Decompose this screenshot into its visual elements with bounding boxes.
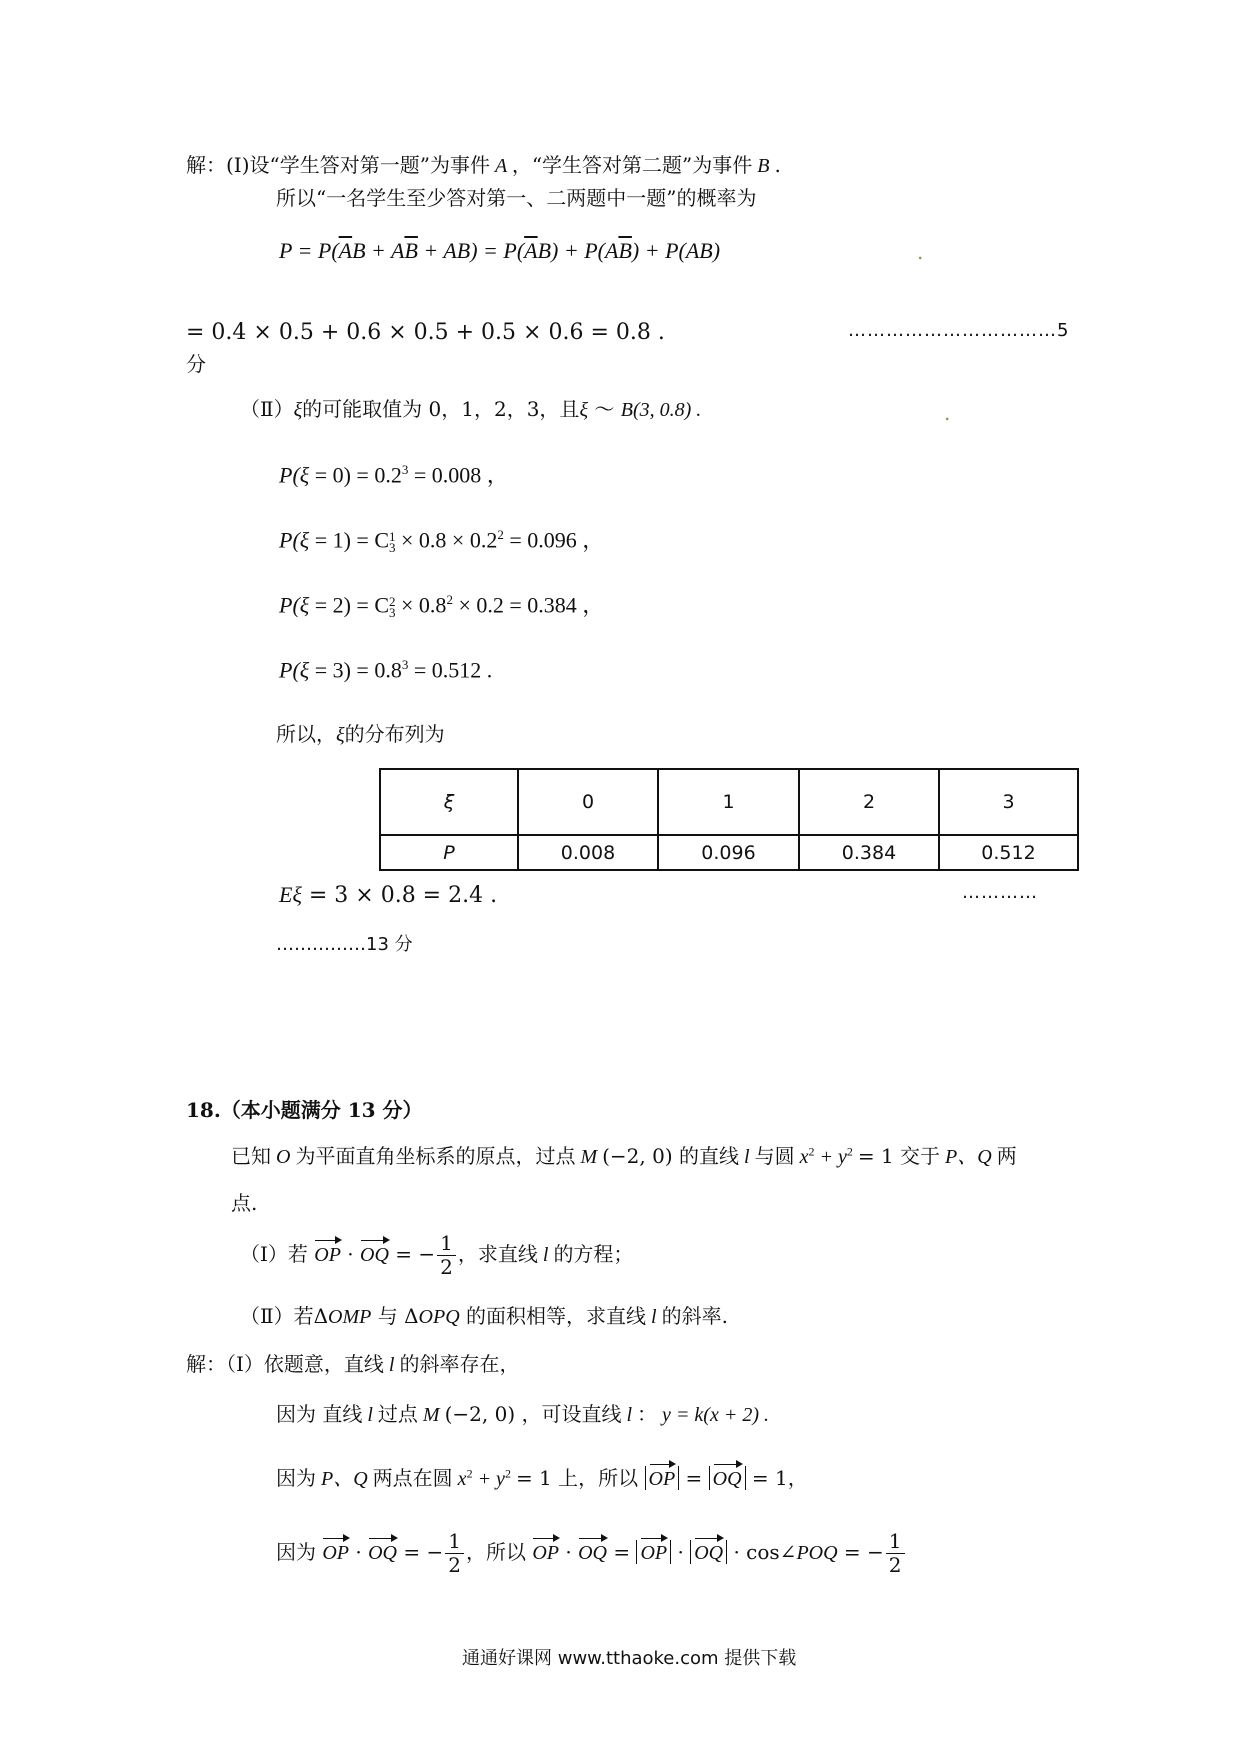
q18-solution-start: 解：（Ⅰ）依题意，直线 l 的斜率存在， [186,1352,520,1376]
dist-intro: 所以，ξ的分布列为 [276,722,445,746]
p-xi-3: $P(\xi = 3) = 0.8^3 = 0.512$ . [279,657,493,683]
p-xi-1: P(ξ = 1) = C 1 3 × $0.8 \times 0.2^2 = 0.096$ ， [279,527,605,556]
stray-mark: . [917,240,924,264]
table-cell: 0 [518,769,658,835]
table-cell: 2 [799,769,939,835]
sol1-line2: 所以“一名学生至少答对第一、二两题中一题”的概率为 [276,186,757,210]
sol1-line1: 解：(Ⅰ)设“学生答对第一题”为事件 A ，“学生答对第二题”为事件 B . [186,153,781,177]
sol1-part2: （Ⅱ）ξ的可能取值为 0，1，2，3，且ξ ～ B(3, 0.8) . [240,397,702,421]
q18-part2: （Ⅱ）若ΔOMP 与 ΔOPQ 的面积相等，求直线 l 的斜率. [240,1304,728,1328]
table-cell: 1 [658,769,799,835]
score-5-unit: 分 [186,352,206,376]
score-dots: ………… [962,882,1038,903]
q18-sol-line1: 因为 直线 l 过点 M (−2, 0) ，可设直线 l ： y = k(x + 2) . [276,1402,770,1426]
p-xi-0: $P(\xi = 0) = 0.2^3 = 0.008$ ， [279,462,509,488]
table-cell: P [380,835,518,870]
q18-stem-end: 点. [231,1191,258,1215]
page-footer: 通通好课网 www.tthaoke.com 提供下载 [462,1648,797,1669]
table-cell: 3 [939,769,1078,835]
q18-sol-line2: 因为 P、Q 两点在圆 $x^2 + y^2 = 1$ 上，所以 OP = OQ = 1， [276,1466,808,1490]
sol1-calc: = 0.4 × 0.5 + 0.6 × 0.5 + 0.5 × 0.6 = 0.8 . [186,320,665,345]
q18-sol-line3: 因为 OP · OQ = − $\frac{1}{2}$ ，所以 OP · OQ = OP · OQ · cos∠POQ = − $\frac{1}{2}$ [276,1530,907,1577]
table-cell: ξ [380,769,518,835]
table-header-row [380,769,1078,835]
score-5: ……………………………5 [848,320,1070,341]
p-xi-2: P(ξ = 2) = C 2 3 × $0.8^2 \times 0.2 = 0.384$ ， [279,592,605,621]
table-row [380,835,1078,870]
table-cell: 0.008 [518,835,658,870]
score-13: ……………13 分 [276,934,413,955]
q18-part1: （Ⅰ）若 OP · OQ = − $\frac{1}{2}$ ，求直线 l 的方程； [240,1231,634,1279]
stray-mark-2: . [944,401,951,425]
sol1-prob-formula: $P = P(\overline{A}B + A\overline{B} + AB) = P(\overline{A}B) + P(A\overline{B}) + P(AB)$ [279,238,721,263]
q18-stem: 已知 O 为平面直角坐标系的原点，过点 M (−2, 0) 的直线 l 与圆 $x^2 + y^2 = 1$ 交于 P、Q 两 [231,1144,1017,1168]
table-cell: 0.512 [939,835,1078,870]
expectation: Eξ = 3 × 0.8 = 2.4 . [279,882,498,908]
table-cell: 0.096 [658,835,799,870]
distribution-table [379,768,1079,871]
q18-title: 18.（本小题满分 13 分） [186,1098,423,1122]
table-cell: 0.384 [799,835,939,870]
